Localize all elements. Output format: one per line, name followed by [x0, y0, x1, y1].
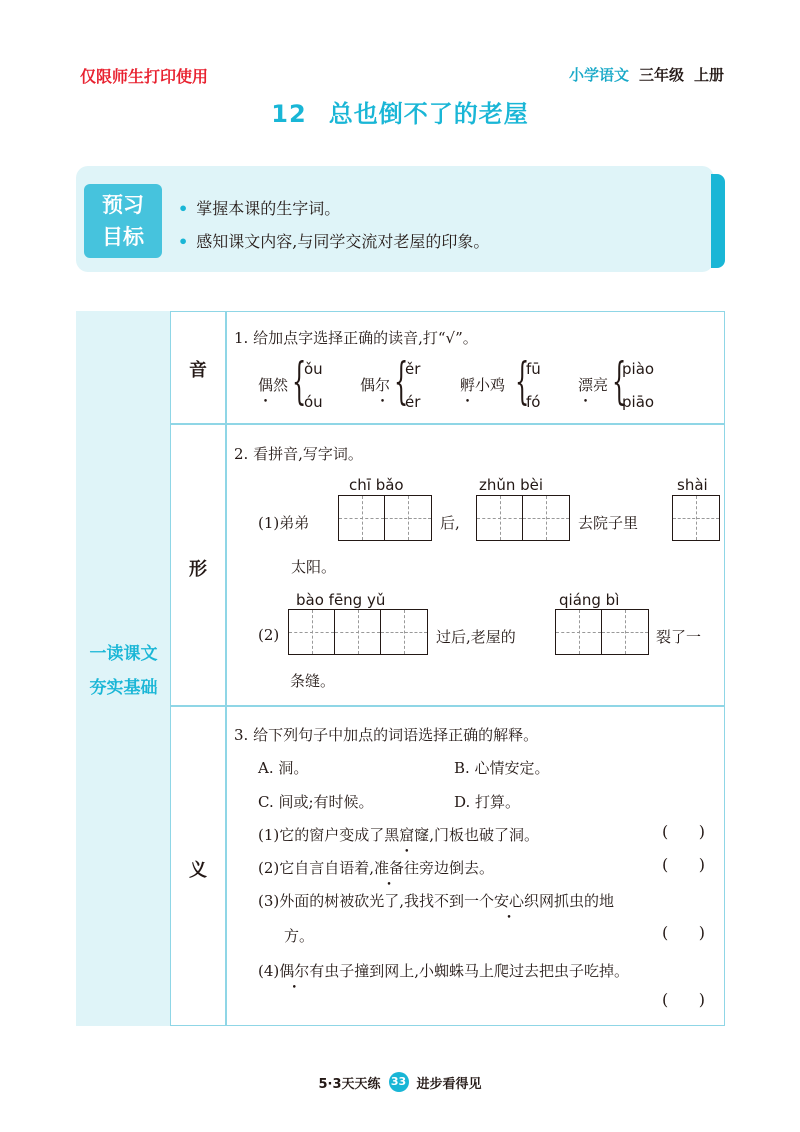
q2-mid-text: 过后,老屋的	[436, 628, 516, 646]
pinyin-option[interactable]: fó	[526, 393, 541, 411]
answer-blank[interactable]: ( )	[662, 923, 705, 942]
goals-accent-stripe	[711, 174, 725, 268]
dotted-char: 漂	[578, 376, 594, 394]
pinyin-option[interactable]: piāo	[622, 393, 655, 411]
answer-blank[interactable]: ( )	[662, 822, 705, 841]
exercise-table	[76, 311, 725, 1026]
pinyin-option[interactable]: óu	[304, 393, 323, 411]
volume-label: 上册	[693, 66, 724, 84]
row-divider	[171, 423, 725, 425]
badge-line-2: 目标	[102, 225, 144, 249]
page-footer	[0, 1072, 800, 1092]
category-form: 形	[189, 559, 207, 580]
bullet-icon: •	[178, 199, 189, 218]
footer-slogan: 进步看得见	[416, 1076, 482, 1092]
q2-end-text: 条缝。	[290, 672, 336, 690]
side-label: 一读课文 夯实基础	[89, 644, 158, 698]
writing-grid[interactable]	[476, 495, 570, 541]
category-divider	[225, 311, 227, 1026]
pinyin-hint: chī bǎo	[349, 476, 404, 494]
lesson-name: 总也倒不了的老屋	[328, 100, 529, 128]
sentence-3-continued: 方。	[284, 927, 315, 945]
page-number: 33	[389, 1072, 409, 1092]
pinyin-option[interactable]: fū	[526, 360, 541, 378]
lesson-number: 12	[271, 100, 307, 128]
question-3-prompt: 3. 给下列句子中加点的词语选择正确的解释。	[234, 726, 539, 744]
sentence-4: (4)偶尔有虫子撞到网上,小蜘蛛马上爬过去把虫子吃掉。	[258, 962, 630, 980]
pinyin-option[interactable]: piào	[622, 360, 655, 378]
q2-label: (2)	[258, 626, 280, 644]
question-2-prompt: 2. 看拼音,写字词。	[234, 445, 363, 463]
answer-blank[interactable]: ( )	[662, 990, 705, 1009]
option-a: A. 洞。	[258, 759, 309, 777]
sentence-3: (3)外面的树被砍光了,我找不到一个安心织网抓虫的地	[258, 892, 615, 910]
category-meaning: 义	[189, 860, 207, 881]
writing-grid[interactable]	[555, 609, 649, 655]
brace-icon: {	[612, 352, 627, 410]
pinyin-option[interactable]: ǒu	[304, 360, 323, 378]
brace-icon: {	[292, 352, 307, 410]
pinyin-option[interactable]: ér	[405, 393, 421, 411]
dotted-word: 黑窟窿	[384, 826, 430, 844]
dotted-char: 尔	[375, 376, 391, 394]
q2-mid-text-2: 裂了一	[656, 628, 702, 646]
pinyin-hint: zhǔn bèi	[479, 476, 544, 494]
row-divider	[171, 705, 725, 707]
category-sound: 音	[189, 360, 207, 381]
dotted-word: 准备	[374, 859, 405, 877]
goal-item: • 感知课文内容,与同学交流对老屋的印象。	[178, 232, 490, 251]
writing-grid[interactable]	[338, 495, 432, 541]
writing-grid[interactable]	[288, 609, 428, 655]
brace-icon: {	[394, 352, 409, 410]
pinyin-hint: bào fēng yǔ	[296, 591, 386, 609]
subject-label: 小学语文	[568, 66, 629, 84]
goal-item: • 掌握本课的生字词。	[178, 199, 341, 218]
answer-blank[interactable]: ( )	[662, 855, 705, 874]
sentence-1: (1)它的窗户变成了黑窟窿,门板也破了洞。	[258, 826, 540, 844]
dotted-word: 安心	[494, 892, 525, 910]
option-b: B. 心情安定。	[454, 759, 550, 777]
pinyin-hint: shài	[677, 476, 708, 494]
pinyin-option[interactable]: ěr	[405, 360, 421, 378]
lesson-title	[0, 94, 800, 129]
goals-list	[178, 192, 489, 258]
bullet-icon: •	[178, 232, 189, 251]
badge-line-1: 预习	[102, 193, 144, 217]
writing-grid[interactable]	[672, 495, 720, 541]
footer-brand: 5·3天天练	[318, 1076, 381, 1092]
q1-mid-text: 后,	[440, 514, 460, 532]
q1-end-text: 太阳。	[291, 558, 337, 576]
sentence-2: (2)它自言自语着,准备往旁边倒去。	[258, 859, 495, 877]
question-1-prompt: 1. 给加点字选择正确的读音,打“√”。	[234, 329, 478, 347]
dotted-word: 偶尔	[279, 962, 310, 980]
q1-label: (1)弟弟	[258, 514, 310, 532]
option-c: C. 间或;有时候。	[258, 793, 374, 811]
preview-goals-badge	[84, 184, 162, 258]
dotted-char: 孵	[460, 376, 476, 394]
dotted-char: 偶	[258, 376, 274, 394]
print-notice: 仅限师生打印使用	[80, 67, 209, 86]
grade-label: 三年级	[638, 66, 684, 84]
book-info	[569, 64, 724, 85]
q1-mid-text-2: 去院子里	[578, 514, 639, 532]
option-d: D. 打算。	[454, 793, 521, 811]
brace-icon: {	[515, 352, 530, 410]
pinyin-hint: qiáng bì	[559, 591, 620, 609]
